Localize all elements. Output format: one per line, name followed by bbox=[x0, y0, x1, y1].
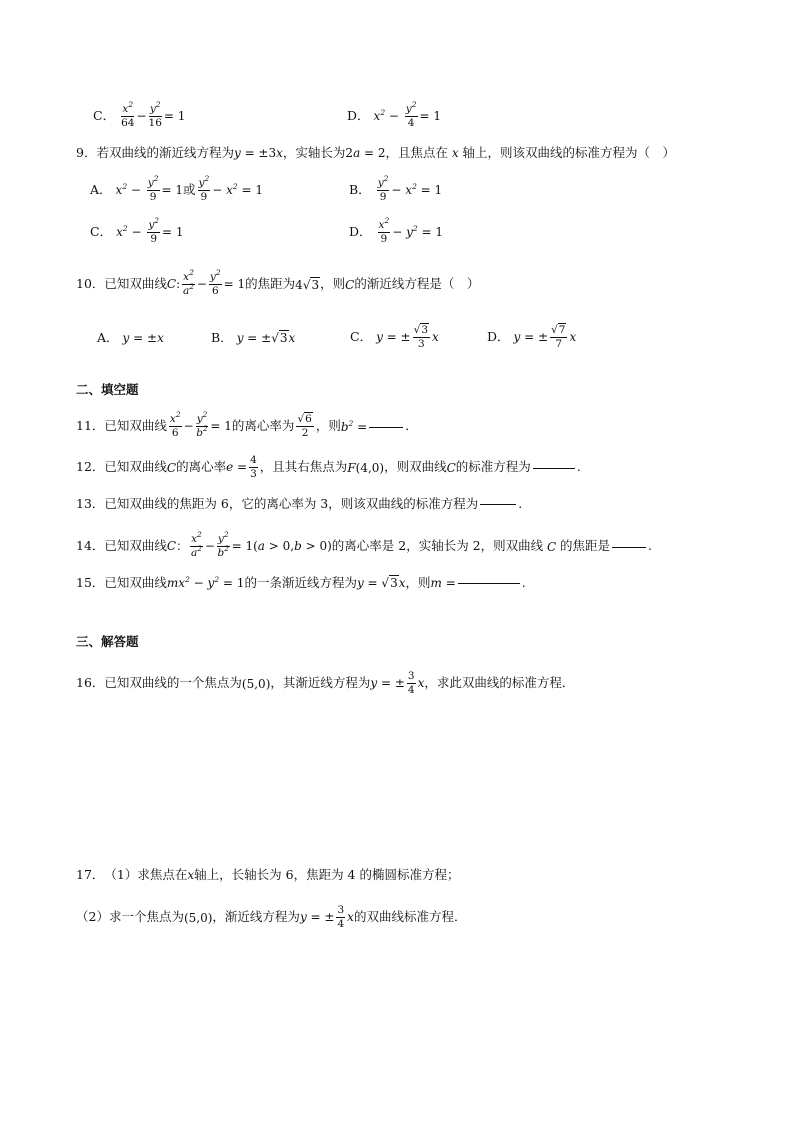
formula: C bbox=[345, 277, 355, 292]
question-text: ． bbox=[405, 418, 418, 434]
option-label: C． bbox=[350, 329, 373, 345]
formula: 2a = 2 bbox=[345, 146, 386, 161]
question-text: 的离心率 bbox=[176, 459, 227, 475]
q9-option-c bbox=[90, 216, 184, 246]
formula: $\frac{x^2}{6}$ − $\frac{y^2}{b^2}$ = 1 bbox=[169, 410, 232, 440]
question-text: 已知双曲线的焦距为 6，它的离心率为 3，则该双曲线的标准方程为 bbox=[104, 496, 479, 511]
section-title-fill-in: 二、填空题 bbox=[76, 382, 139, 397]
option-label: B． bbox=[349, 182, 371, 198]
answer-blank[interactable] bbox=[533, 467, 575, 469]
answer-blank[interactable] bbox=[458, 582, 520, 584]
formula: $\frac{√6}{2}$ bbox=[297, 413, 312, 440]
formula: C: $\frac{x^2}{a^2}$ − $\frac{y^2}{6}$ = 1 bbox=[166, 268, 246, 298]
question-text: . bbox=[518, 496, 523, 511]
question-text: ，求此双曲线的标准方程． bbox=[424, 675, 575, 691]
question-number: 12． bbox=[76, 459, 105, 475]
question-text: ，则 bbox=[320, 276, 346, 292]
question-text: 的一条渐近线方程为 bbox=[244, 575, 357, 590]
q10-option-b bbox=[211, 332, 295, 345]
question-text: . bbox=[576, 459, 581, 475]
question-text: 已知双曲线 bbox=[104, 418, 167, 434]
question-text: . bbox=[521, 575, 526, 590]
question-text: 的焦距为 bbox=[245, 276, 296, 292]
formula: e = $\frac{4}{3}$ bbox=[226, 454, 257, 481]
q8-option-d bbox=[347, 100, 442, 130]
question-text: 的双曲线标准方程． bbox=[353, 909, 467, 925]
question-text: 的离心率是 2，实轴长为 2，则双曲线 bbox=[331, 538, 544, 554]
question-text: 已知双曲线 bbox=[104, 575, 167, 590]
option-label: A． bbox=[97, 330, 119, 345]
question-text: 若双曲线的渐近线方程为 bbox=[96, 145, 234, 160]
option-label: C． bbox=[90, 224, 113, 240]
question-number: 16． bbox=[76, 675, 105, 691]
question-text: 已知双曲线的一个焦点为 bbox=[104, 675, 242, 691]
question-9 bbox=[76, 147, 675, 160]
question-number: 14． bbox=[76, 538, 105, 554]
option-label: A． bbox=[90, 182, 112, 198]
formula: $b^2$ = bbox=[340, 418, 368, 434]
question-text: （2）求一个焦点为 bbox=[76, 909, 184, 925]
question-text: 的标准方程为 bbox=[455, 459, 531, 475]
question-text: . bbox=[647, 538, 652, 554]
question-text: 的离心率为 bbox=[231, 418, 295, 434]
question-12 bbox=[76, 455, 581, 480]
q10-option-d bbox=[487, 325, 576, 350]
formula: y = √3x bbox=[356, 576, 406, 591]
answer-blank[interactable] bbox=[480, 503, 516, 505]
formula: $\frac{y^2}{9}$ − $x^2 = 1$ bbox=[377, 174, 443, 204]
question-text: 的焦距是 bbox=[559, 538, 610, 554]
q9-option-d bbox=[349, 216, 443, 246]
option-label: C． bbox=[93, 108, 116, 124]
formula: C bbox=[166, 460, 177, 475]
q9-option-b bbox=[349, 174, 443, 204]
question-number: 15． bbox=[76, 575, 105, 590]
formula: C bbox=[446, 460, 456, 475]
or-text: 或 bbox=[183, 182, 196, 198]
question-text: ，其渐近线方程为 bbox=[270, 675, 371, 691]
formula: $x^2$ − $\frac{y^2}{9}$ = 1 bbox=[115, 174, 184, 204]
formula: y = ± $\frac{3}{4}$ x bbox=[370, 670, 425, 697]
formula: $\frac{x^2}{9}$ − $y^2 = 1$ bbox=[378, 216, 443, 246]
question-text: 轴上，则该双曲线的标准方程为（ ） bbox=[462, 145, 675, 160]
formula: $\frac{y^2}{9}$ − $x^2 = 1$ bbox=[198, 174, 264, 204]
section-title-answer: 三、解答题 bbox=[76, 634, 139, 649]
formula: $x^2$ − $\frac{y^2}{9}$ = 1 bbox=[116, 216, 184, 246]
answer-blank[interactable] bbox=[369, 426, 403, 428]
formula: (5,0) bbox=[241, 676, 271, 691]
formula: $x^2$ − $\frac{y^2}{4}$ = 1 bbox=[373, 100, 442, 130]
question-number: 17． bbox=[76, 867, 105, 882]
question-16 bbox=[76, 671, 574, 696]
question-text: ，且其右焦点为 bbox=[259, 459, 348, 475]
question-text: ，则 bbox=[315, 418, 341, 434]
question-text: 已知双曲线 bbox=[104, 459, 167, 475]
question-17-part-1 bbox=[76, 869, 459, 882]
formula: x bbox=[448, 146, 463, 161]
q10-option-a bbox=[97, 332, 164, 345]
question-text: ，则 bbox=[405, 575, 431, 590]
question-11 bbox=[76, 410, 418, 440]
option-label: B． bbox=[211, 330, 233, 345]
formula: m = bbox=[430, 576, 456, 591]
formula: F(4,0) bbox=[347, 460, 385, 475]
question-text: ，且焦点在 bbox=[385, 145, 449, 160]
formula: $\frac{x^2}{64}$ − $\frac{y^2}{16}$ = 1 bbox=[121, 100, 186, 130]
question-text: 的渐近线方程是（ ） bbox=[354, 276, 480, 292]
question-text: ，实轴长为 bbox=[282, 145, 346, 160]
q9-option-a bbox=[90, 174, 264, 204]
question-number: 11． bbox=[76, 418, 105, 434]
question-10 bbox=[76, 268, 480, 298]
formula: C： $\frac{x^2}{a^2}$ − $\frac{y^2}{b^2}$ = 1(a > 0,b > 0) bbox=[166, 530, 332, 560]
question-number: 9． bbox=[76, 145, 97, 160]
question-text: 已知双曲线 bbox=[104, 538, 167, 554]
option-label: D． bbox=[347, 108, 370, 124]
answer-blank[interactable] bbox=[612, 546, 646, 548]
question-text: ，则双曲线 bbox=[384, 459, 447, 475]
formula: y = ±x bbox=[122, 331, 164, 346]
question-17-part-2 bbox=[76, 905, 466, 930]
question-number: 13． bbox=[76, 496, 105, 511]
question-text: ，渐近线方程为 bbox=[212, 909, 300, 925]
q10-option-c bbox=[350, 325, 439, 350]
formula: y = ± $\frac{√3}{3}$ x bbox=[376, 324, 439, 351]
formula: C bbox=[543, 539, 560, 554]
question-15 bbox=[76, 577, 526, 590]
formula: 4√3 bbox=[295, 277, 320, 292]
formula: (5,0) bbox=[183, 910, 213, 925]
formula: $mx^2 - y^2 = 1$ bbox=[166, 575, 245, 591]
formula: x bbox=[187, 868, 195, 883]
question-text: 已知双曲线 bbox=[104, 276, 167, 292]
question-text: （1）求焦点在 bbox=[104, 867, 188, 882]
question-text: 轴上，长轴长为 6，焦距为 4 的椭圆标准方程； bbox=[194, 867, 460, 882]
formula: y = ±3x bbox=[233, 146, 283, 161]
formula: y = ± $\frac{√7}{7}$ x bbox=[513, 324, 577, 351]
formula: y = ±√3x bbox=[236, 331, 296, 346]
option-label: D． bbox=[349, 224, 372, 240]
question-13 bbox=[76, 498, 522, 511]
question-14 bbox=[76, 530, 652, 560]
formula: y = ± $\frac{3}{4}$ x bbox=[299, 904, 354, 931]
question-number: 10． bbox=[76, 276, 105, 292]
option-label: D． bbox=[487, 329, 510, 345]
q8-option-c bbox=[93, 100, 186, 130]
